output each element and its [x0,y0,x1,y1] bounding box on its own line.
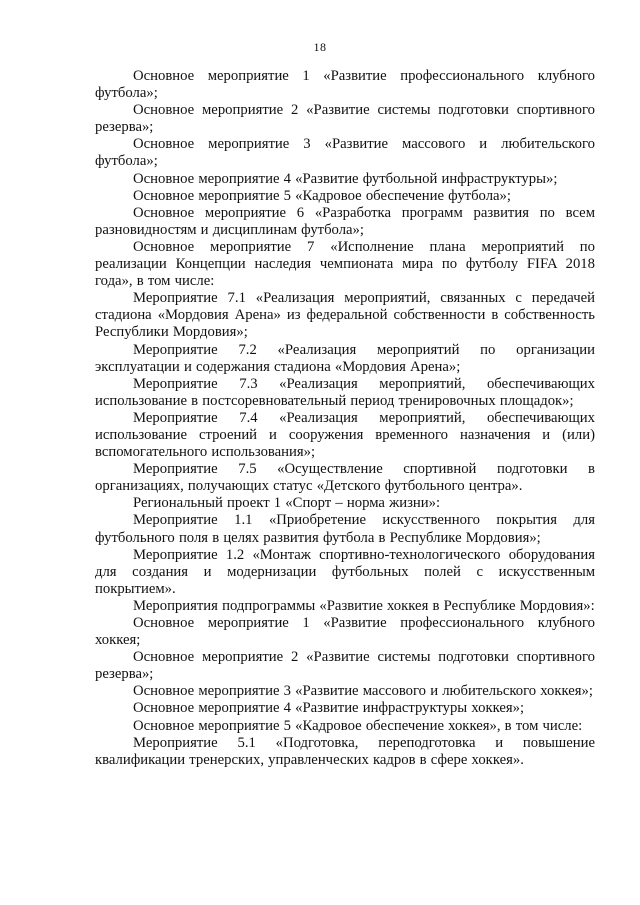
document-body [95,68,595,769]
paragraph: Региональный проект 1 «Спорт – норма жизни»: [133,495,441,512]
paragraph: Основное мероприятие 3 «Развитие массового и любительского футбола»; [95,136,595,170]
paragraph: Мероприятие 7.2 «Реализация мероприятий по организации эксплуатации и содержания стадиона «Мордовия Арена»; [95,341,595,375]
paragraph: Мероприятие 7.3 «Реализация мероприятий, обеспечивающих использование в постсоревновательный период тренировочных площадок»; [95,375,595,409]
paragraph: Основное мероприятие 2 «Развитие системы подготовки спортивного резерва»; [95,649,595,683]
paragraph: Мероприятия подпрограммы «Развитие хоккея в Республике Мордовия»: [133,597,595,614]
paragraph: Мероприятие 1.1 «Приобретение искусственного покрытия для футбольного поля в целях развития футбола в Республике Мордовия»; [95,512,595,546]
paragraph: Мероприятие 7.1 «Реализация мероприятий, связанных с передачей стадиона «Мордовия Арена» из федеральной собственности в собственность Республики Мордовия»; [95,290,595,341]
paragraph: Основное мероприятие 1 «Развитие профессионального клубного футбола»; [95,68,595,102]
paragraph: Мероприятие 7.4 «Реализация мероприятий, обеспечивающих использование строений и сооружения временного назначения и (или) вспомогательного использования»; [95,409,595,461]
paragraph: Мероприятие 7.5 «Осуществление спортивной подготовки в организациях, получающих статус «Детского футбольного центра». [95,461,595,495]
paragraph: Основное мероприятие 1 «Развитие профессионального клубного хоккея; [95,615,595,649]
paragraph: Основное мероприятие 6 «Разработка программ развития по всем разновидностям и дисциплинам футбола»; [95,204,595,238]
paragraph: Мероприятие 1.2 «Монтаж спортивно-технологического оборудования для создания и модернизации футбольных полей с искусственным покрытием». [95,546,595,597]
paragraph: Основное мероприятие 2 «Развитие системы подготовки спортивного резерва»; [95,102,595,136]
paragraph: Основное мероприятие 4 «Развитие футбольной инфраструктуры»; [133,170,558,187]
paragraph: Мероприятие 5.1 «Подготовка, переподготовка и повышение квалификации тренерских, управленческих кадров в сфере хоккея». [95,734,595,768]
paragraph: Основное мероприятие 7 «Исполнение плана мероприятий по реализации Концепции наследия чемпионата мира по футболу FIFA 2018 года», в том числе: [95,238,595,290]
paragraph: Основное мероприятие 3 «Развитие массового и любительского хоккея»; [133,683,593,700]
paragraph: Основное мероприятие 4 «Развитие инфраструктуры хоккея»; [133,700,525,717]
page-number: 18 [313,40,327,54]
paragraph: Основное мероприятие 5 «Кадровое обеспечение футбола»; [133,187,511,204]
paragraph: Основное мероприятие 5 «Кадровое обеспечение хоккея», в том числе: [133,717,583,734]
